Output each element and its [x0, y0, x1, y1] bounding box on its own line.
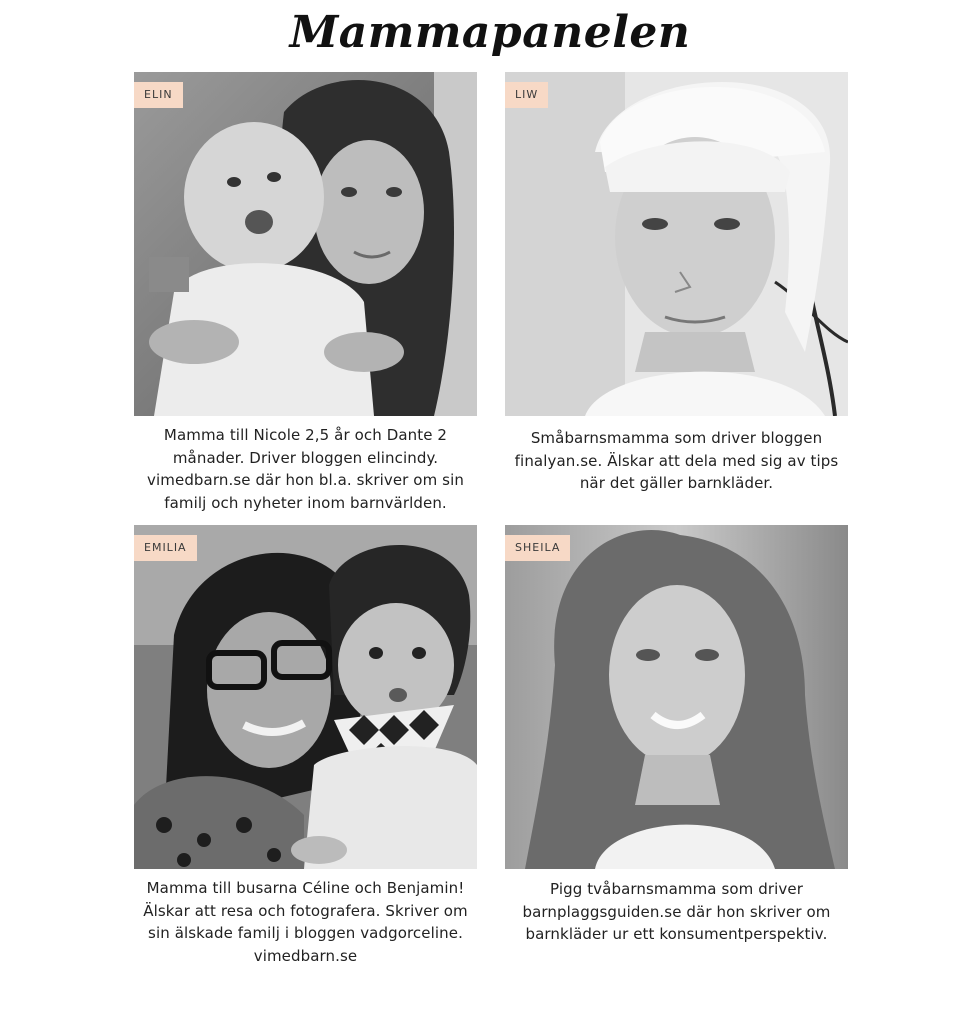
member-photo — [134, 525, 477, 869]
member-name-tag: EMILIA — [134, 535, 197, 561]
member-name-tag: ELIN — [134, 82, 183, 108]
panel-member-card — [505, 525, 848, 946]
member-name-tag: SHEILA — [505, 535, 570, 561]
panel-member-card — [134, 525, 477, 967]
member-photo — [134, 72, 477, 416]
photo-mother-and-baby-illustration — [134, 72, 477, 416]
member-bio: Pigg tvåbarnsmamma som driver barnplaggsguiden.se där hon skriver om barnkläder ur ett konsumentperspektiv. — [522, 880, 831, 943]
photo-mother-and-baby-illustration — [134, 525, 477, 869]
member-name-tag: LIW — [505, 82, 548, 108]
panel-member-card — [505, 72, 848, 495]
photo-portrait-illustration — [505, 72, 848, 416]
member-bio: Mamma till Nicole 2,5 år och Dante 2 månader. Driver bloggen elincindy. vimedbarn.se där hon bl.a. skriver om sin familj och nyheter inom barnvärlden. — [147, 426, 464, 512]
photo-portrait-illustration — [505, 525, 848, 869]
page-title: Mammapanelen — [289, 7, 691, 58]
member-photo — [505, 525, 848, 869]
member-bio: Småbarnsmamma som driver bloggen finalyan.se. Älskar att dela med sig av tips när det gäller barnkläder. — [514, 429, 839, 492]
panel-member-card — [134, 72, 477, 514]
member-bio: Mamma till busarna Céline och Benjamin! Älskar att resa och fotografera. Skriver om sin älskade familj i bloggen vadgorceline. vimedbarn.se — [143, 879, 468, 965]
member-photo — [505, 72, 848, 416]
